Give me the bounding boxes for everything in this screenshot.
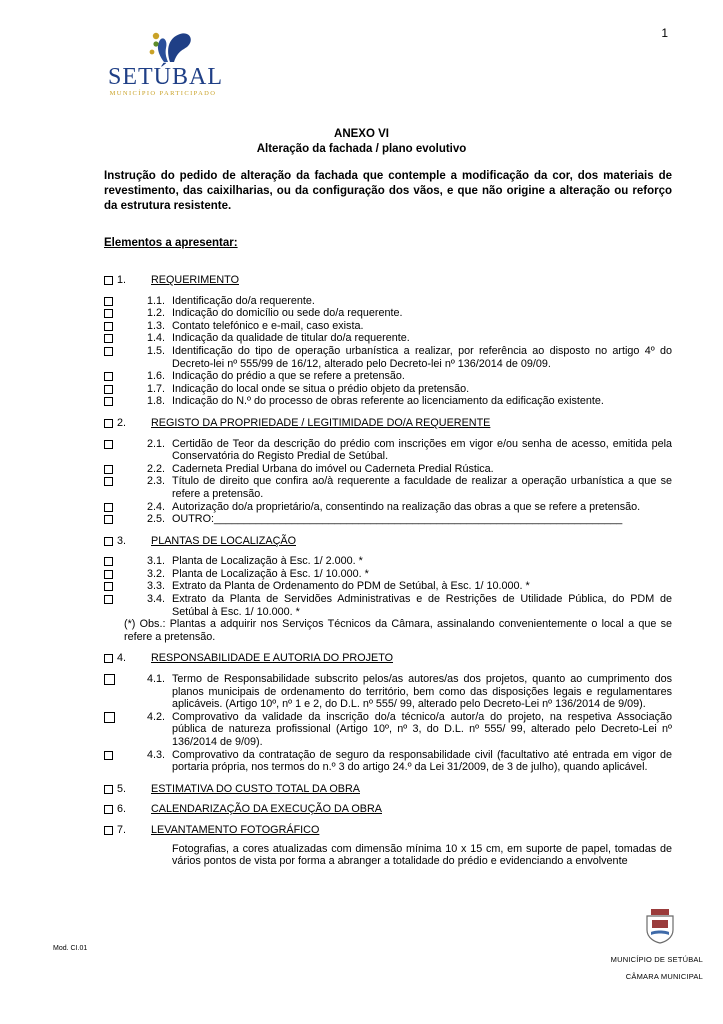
- item-text: Indicação do local onde se situa o prédio objeto da pretensão.: [172, 382, 470, 395]
- item-text: Certidão de Teor da descrição do prédio com inscrições em vigor e/ou senha de acesso, emitida pela Conservatória do Registo Predial de Setúbal.: [172, 437, 672, 463]
- list-item: [104, 383, 672, 396]
- section-row: [104, 824, 672, 837]
- section-number: 3.: [117, 534, 127, 547]
- logo-tagline: MUNICÍPIO PARTICIPADO: [109, 90, 217, 97]
- item-number: 2.5.: [147, 513, 166, 526]
- checkbox[interactable]: [104, 537, 113, 546]
- item-text: Autorização do/a proprietário/a, consentindo na realização das obras a que se refere a pretensão.: [172, 500, 641, 513]
- section-row: [104, 274, 672, 287]
- section-number: 2.: [117, 416, 127, 429]
- plants-note: (*) Obs.: Plantas a adquirir nos Serviços Técnicos da Câmara, assinalando convenientemente o local a que se refere a pretensão.: [124, 618, 672, 643]
- item-text: Planta de Localização à Esc. 1/ 2.000. *: [172, 555, 363, 568]
- footer-municipality: MUNICÍPIO DE SETÚBAL: [610, 955, 703, 964]
- checkbox[interactable]: [104, 503, 113, 512]
- item-text: Comprovativo da validade da inscrição do/a técnico/a autor/a do projeto, na respetiva Associação pública de natureza profissional (Artigo 10º, nº 3, do D.L. nº 555/ 99, alterado pelo Decreto-Lei nº 136/2014 de 9/09).: [172, 710, 672, 748]
- checkbox[interactable]: [104, 276, 113, 285]
- list-item: [104, 332, 672, 345]
- checkbox[interactable]: [104, 322, 113, 331]
- page-number: 1: [661, 26, 668, 40]
- item-number: 4.1.: [147, 673, 166, 686]
- list-item: [104, 395, 672, 408]
- section-number: 4.: [117, 652, 127, 665]
- item-number: 1.2.: [147, 307, 166, 320]
- list-item: [104, 568, 672, 581]
- item-number: 3.3.: [147, 580, 166, 593]
- list-item: [104, 749, 672, 774]
- item-number: 1.3.: [147, 319, 166, 332]
- checkbox[interactable]: [104, 557, 113, 566]
- section-title: REQUERIMENTO: [151, 274, 239, 286]
- setubal-logo: [108, 22, 223, 102]
- section-title: ESTIMATIVA DO CUSTO TOTAL DA OBRA: [151, 782, 360, 795]
- item-number: 1.5.: [147, 344, 166, 357]
- item-text: Indicação do N.º do processo de obras referente ao licenciamento da edificação existente.: [172, 395, 604, 408]
- item-number: 3.4.: [147, 593, 166, 606]
- list-item: [104, 295, 672, 308]
- section-row: [104, 783, 672, 796]
- checkbox[interactable]: [104, 440, 113, 449]
- footer-chamber: CÂMARA MUNICIPAL: [625, 972, 703, 981]
- checkbox[interactable]: [104, 515, 113, 524]
- checkbox[interactable]: [104, 654, 113, 663]
- list-item: [104, 320, 672, 333]
- item-number: 2.1.: [147, 437, 166, 450]
- list-item: [104, 555, 672, 568]
- item-text: Comprovativo da contratação de seguro da responsabilidade civil (facultativo até entrada em vigor de portaria própria, nos termos do n.º 3 do artigo 24.º da Lei 31/2009, de 3 de julho), quando aplicável.: [172, 748, 672, 774]
- item-text: Extrato da Planta de Ordenamento do PDM de Setúbal, à Esc. 1/ 10.000. *: [172, 580, 530, 593]
- list-item: [104, 711, 672, 749]
- item-number: 4.3.: [147, 748, 166, 761]
- checkbox[interactable]: [104, 419, 113, 428]
- item-text: Título de direito que confira ao/à requerente a faculdade de realizar a operação urbanística a que se refere a pretensão.: [172, 475, 672, 500]
- annex-title: ANEXO VI: [334, 128, 389, 140]
- checkbox[interactable]: [104, 309, 113, 318]
- checkbox[interactable]: [104, 826, 113, 835]
- checkbox[interactable]: [104, 751, 113, 760]
- municipal-crest-icon: [643, 906, 677, 944]
- section-row: [104, 803, 672, 816]
- section-row: [104, 535, 672, 548]
- item-number: 2.4.: [147, 500, 166, 513]
- checkbox[interactable]: [104, 582, 113, 591]
- item-text: Contato telefónico e e-mail, caso exista.: [172, 319, 364, 332]
- checkbox[interactable]: [104, 397, 113, 406]
- item-number: 3.2.: [147, 567, 166, 580]
- section-title: REGISTO DA PROPRIEDADE / LEGITIMIDADE DO/A REQUERENTE: [151, 416, 491, 429]
- list-item: [104, 580, 672, 593]
- item-text: Extrato da Planta de Servidões Administrativas e de Restrições de Utilidade Pública, do PDM de Setúbal à Esc. 1/ 10.000. *: [172, 593, 672, 618]
- item-text: Identificação do/a requerente.: [172, 294, 315, 307]
- checkbox[interactable]: [104, 372, 113, 381]
- other-field[interactable]: OUTRO:____________________________________________________________________: [172, 513, 623, 526]
- section-row: [104, 417, 672, 430]
- checkbox[interactable]: [104, 712, 115, 723]
- annex-subtitle: Alteração da fachada / plano evolutivo: [256, 143, 467, 155]
- checkbox[interactable]: [104, 595, 113, 604]
- section-title: LEVANTAMENTO FOTOGRÁFICO: [151, 823, 320, 836]
- item-text: Indicação da qualidade de titular do/a requerente.: [172, 332, 410, 345]
- item-number: 1.7.: [147, 382, 166, 395]
- item-number: 4.2.: [147, 710, 166, 723]
- checkbox[interactable]: [104, 385, 113, 394]
- checkbox[interactable]: [104, 465, 113, 474]
- list-item: [104, 513, 672, 526]
- item-text: Identificação do tipo de operação urbanística a realizar, por referência ao disposto no artigo 4º do Decreto-lei nº 555/99 de 16/12, alterado pelo Decreto-lei nº 136/2014 de 09/09.: [172, 344, 672, 370]
- logo-wordmark: SETÚBAL: [108, 64, 223, 90]
- list-item: [104, 307, 672, 320]
- logo-emblem-icon: [108, 22, 218, 66]
- list-item: [104, 501, 672, 514]
- item-number: 1.8.: [147, 395, 166, 408]
- section-number: 6.: [117, 803, 127, 816]
- item-number: 1.1.: [147, 294, 166, 307]
- item-number: 1.4.: [147, 332, 166, 345]
- checkbox[interactable]: [104, 570, 113, 579]
- checkbox[interactable]: [104, 297, 113, 306]
- list-item: [104, 463, 672, 476]
- list-item: [104, 593, 672, 618]
- item-number: 3.1.: [147, 555, 166, 568]
- elements-heading: Elementos a apresentar:: [104, 237, 238, 249]
- list-item: [104, 475, 672, 500]
- list-item: [104, 370, 672, 383]
- list-item: [104, 438, 672, 463]
- section-row: [104, 652, 672, 665]
- section-title: CALENDARIZAÇÃO DA EXECUÇÃO DA OBRA: [151, 803, 382, 816]
- item-text: Caderneta Predial Urbana do imóvel ou Caderneta Predial Rústica.: [172, 462, 494, 475]
- checkbox[interactable]: [104, 674, 115, 685]
- photo-paragraph: Fotografias, a cores atualizadas com dimensão mínima 10 x 15 cm, em suporte de papel, tomadas de vários pontos de vista por forma a abranger a totalidade do prédio e evidenciando a envolvente: [172, 842, 672, 868]
- item-text: Termo de Responsabilidade subscrito pelos/as autores/as dos projetos, quanto ao cumprimento dos planos municipais de ordenamento do território, bem como das disposições legais e regulamentares aplicáveis. (Artigo 10º, nº 1 e 2, do D.L. nº 555/ 99, alterado pelo Decreto-Lei nº 136/2014 de 9/09).: [172, 673, 672, 711]
- item-number: 1.6.: [147, 370, 166, 383]
- checkbox[interactable]: [104, 347, 113, 356]
- section-number: 5.: [117, 782, 127, 795]
- checkbox[interactable]: [104, 805, 113, 814]
- intro-paragraph: Instrução do pedido de alteração da fachada que contemple a modificação da cor, dos materiais de revestimento, das caixilharias, ou da configuração dos vãos, e que não origine a alteração ou reforço da estrutura resistente.: [104, 170, 672, 212]
- item-number: 2.2.: [147, 462, 166, 475]
- section-title: RESPONSABILIDADE E AUTORIA DO PROJETO: [151, 652, 393, 665]
- list-item: [104, 345, 672, 370]
- item-text: Planta de Localização à Esc. 1/ 10.000. *: [172, 567, 369, 580]
- checkbox[interactable]: [104, 477, 113, 486]
- item-number: 2.3.: [147, 475, 166, 488]
- model-code: Mod. CI.01: [53, 945, 88, 952]
- checklist: [104, 274, 672, 868]
- item-text: Indicação do domicílio ou sede do/a requerente.: [172, 307, 403, 320]
- item-text: Indicação do prédio a que se refere a pretensão.: [172, 370, 405, 383]
- section-number: 1.: [117, 274, 127, 286]
- checkbox[interactable]: [104, 334, 113, 343]
- section-title: PLANTAS DE LOCALIZAÇÃO: [151, 534, 296, 547]
- checkbox[interactable]: [104, 785, 113, 794]
- section-number: 7.: [117, 823, 127, 836]
- list-item: [104, 673, 672, 711]
